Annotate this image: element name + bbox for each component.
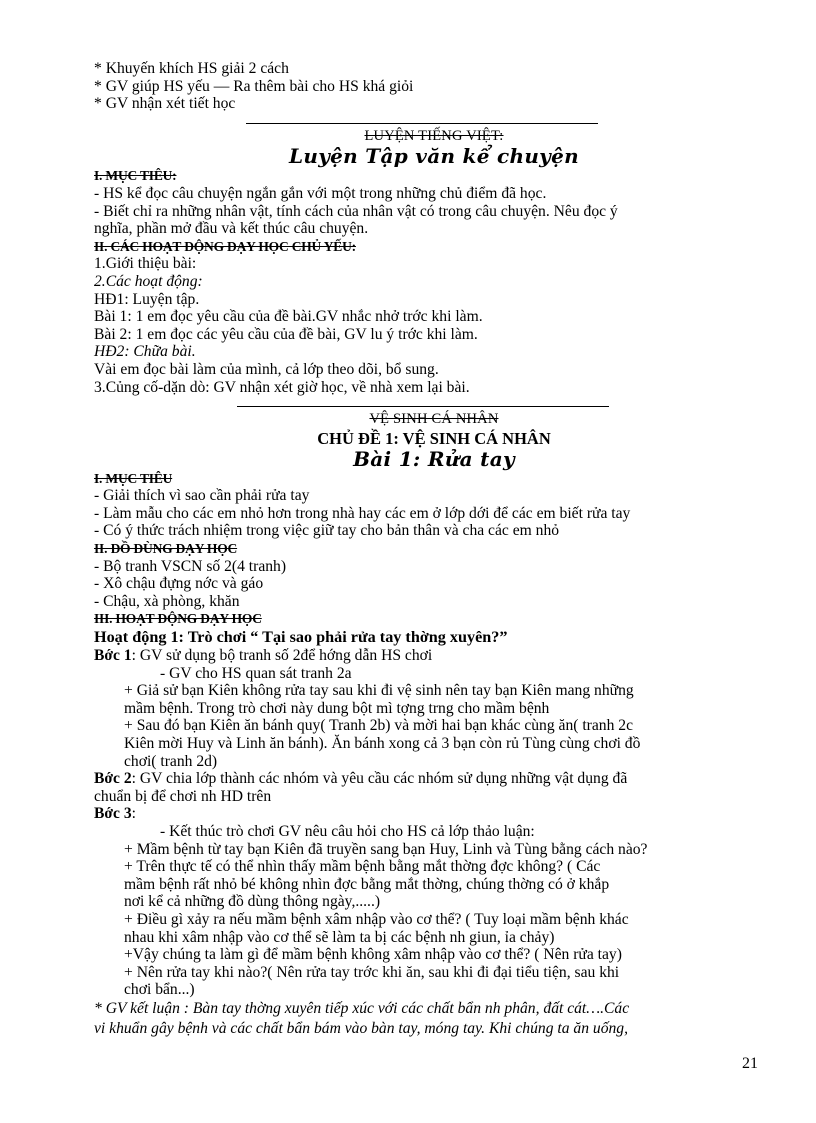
activity-title: Hoạt động 1: Trò chơi “ Tại sao phải rửa tay thờng xuyên?” bbox=[94, 628, 508, 647]
step-line: + Nên rửa tay khi nào?( Nên rửa tay trớc khi ăn, sau khi đi đại tiểu tiện, sau khi bbox=[124, 963, 620, 981]
lesson1-activity-line: Bài 1: 1 em đọc yêu cầu của đề bài.GV nhắc nhở trớc khi làm. bbox=[94, 308, 483, 326]
intro-line: * GV nhận xét tiết học bbox=[94, 95, 236, 113]
lesson1-activity-line: HĐ2: Chữa bài. bbox=[94, 343, 196, 361]
lesson2-section-heading: II. ĐỒ DÙNG DẠY HỌC bbox=[94, 541, 238, 557]
lesson1-activity-line: Vài em đọc bài làm của mình, cả lớp theo dõi, bổ sung. bbox=[94, 360, 439, 378]
lesson1-objective-line: - HS kể đọc câu chuyện ngắn gắn với một trong những chủ điểm đã học. bbox=[94, 184, 547, 202]
lesson1-activity-line: Bài 2: 1 em đọc các yêu cầu của đề bài, GV lu ý trớc khi làm. bbox=[94, 325, 478, 343]
lesson1-objective-line: nghĩa, phần mở đầu và kết thúc câu chuyện. bbox=[94, 220, 369, 238]
lesson2-objective-line: - Làm mẫu cho các em nhỏ hơn trong nhà hay các em ở lớp dới để các em biết rửa tay bbox=[94, 504, 631, 522]
step-label: Bớc 3 bbox=[94, 805, 132, 823]
conclusion-line: vi khuẩn gây bệnh và các chất bẩn bám vào bàn tay, móng tay. Khi chúng ta ăn uống, bbox=[94, 1019, 628, 1037]
lesson1-section-heading: II. CÁC HOẠT ĐỘNG DẠY HỌC CHỦ YẾU: bbox=[94, 238, 356, 254]
lesson1-activity-line: HĐ1: Luyện tập. bbox=[94, 290, 200, 308]
lesson1-subject: LUYỆN TIẾNG VIỆT: bbox=[364, 127, 504, 144]
lesson2-material-line: - Xô chậu đựng nớc và gáo bbox=[94, 575, 264, 593]
step-line: mầm bệnh rất nhỏ bé không nhìn đợc bằng mắt thờng, chúng thờng có ở khắp bbox=[124, 875, 610, 893]
step-line: +Vậy chúng ta làm gì để mầm bệnh không xâm nhập vào cơ thể? ( Nên rửa tay) bbox=[124, 946, 622, 964]
lesson1-section-heading: I. MỤC TIÊU: bbox=[94, 168, 177, 184]
step-line: chuẩn bị để chơi nh HD trên bbox=[94, 787, 272, 805]
lesson2-objective-line: - Có ý thức trách nhiệm trong việc giữ tay cho bản thân và cha các em nhỏ bbox=[94, 522, 560, 540]
lesson2-subject: VỆ SINH CÁ NHÂN bbox=[369, 411, 499, 428]
step-line: + Trên thực tế có thể nhìn thấy mầm bệnh bằng mắt thờng đợc không? ( Các bbox=[124, 858, 601, 876]
divider bbox=[237, 406, 609, 407]
lesson1-title: Luyện Tập văn kể chuyện bbox=[289, 144, 579, 169]
step-line: + Sau đó bạn Kiên ăn bánh quy( Tranh 2b) và mời hai bạn khác cùng ăn( tranh 2c bbox=[124, 717, 633, 735]
lesson2-material-line: - Bộ tranh VSCN số 2(4 tranh) bbox=[94, 557, 287, 575]
step-line: mầm bệnh. Trong trò chơi này dung bột mì tợng trng cho mầm bệnh bbox=[124, 699, 550, 717]
step-line: nơi kể cả những đồ dùng thông ngày,.....) bbox=[124, 893, 381, 911]
lesson1-activity-line: 3.Củng cố-dặn dò: GV nhận xét giờ học, về nhà xem lại bài. bbox=[94, 378, 470, 396]
lesson1-activity-line: 1.Giới thiệu bài: bbox=[94, 255, 197, 273]
step-line: - GV cho HS quan sát tranh 2a bbox=[160, 664, 352, 682]
step-line: Kiên mời Huy và Linh ăn bánh). Ăn bánh xong cả 3 bạn còn rủ Tùng cùng chơi đồ bbox=[124, 735, 641, 752]
step-label: Bớc 2 bbox=[94, 770, 132, 788]
lesson2-title: Bài 1: Rửa tay bbox=[353, 446, 515, 471]
conclusion-line: * GV kết luận : Bàn tay thờng xuyên tiếp xúc với các chất bẩn nh phân, đất cát….Các bbox=[94, 999, 630, 1017]
lesson2-topic: CHỦ ĐỀ 1: VỆ SINH CÁ NHÂN bbox=[317, 428, 551, 448]
lesson1-activity-line: 2.Các hoạt động: bbox=[94, 272, 203, 290]
step-1 bbox=[94, 647, 774, 665]
step-line: + Giả sử bạn Kiên không rửa tay sau khi đi vệ sinh nên tay bạn Kiên mang những bbox=[124, 682, 634, 700]
step-text: : GV chia lớp thành các nhóm và yêu cầu các nhóm sử dụng những vật dụng đã bbox=[131, 770, 628, 788]
lesson2-section-heading: III. HOẠT ĐỘNG DẠY HỌC bbox=[94, 611, 262, 627]
lesson2-objective-line: - Giải thích vì sao cần phải rửa tay bbox=[94, 487, 310, 505]
step-text: : GV sử dụng bộ tranh số 2để hớng dẫn HS chơi bbox=[131, 647, 433, 665]
divider bbox=[246, 123, 598, 124]
step-line: + Điều gì xảy ra nếu mầm bệnh xâm nhập vào cơ thể? ( Tuy loại mầm bệnh khác bbox=[124, 910, 629, 928]
lesson1-objective-line: - Biết chỉ ra những nhân vật, tính cách của nhân vật có trong câu chuyện. Nêu đọc ý bbox=[94, 202, 618, 220]
document-page bbox=[94, 60, 774, 1039]
step-line: chơi bẩn...) bbox=[124, 981, 195, 999]
intro-line: * Khuyến khích HS giải 2 cách bbox=[94, 60, 289, 77]
step-line: - Kết thúc trò chơi GV nêu câu hỏi cho HS cả lớp thảo luận: bbox=[160, 822, 535, 840]
page-number: 21 bbox=[742, 1055, 758, 1072]
lesson2-section-heading: I. MỤC TIÊU bbox=[94, 470, 173, 486]
step-text: : bbox=[131, 805, 136, 823]
step-label: Bớc 1 bbox=[94, 647, 132, 665]
step-line: nhau khi xâm nhập vào cơ thể sẽ làm ta bị các bệnh nh giun, ỉa chảy) bbox=[124, 928, 555, 946]
intro-line: * GV giúp HS yếu — Ra thêm bài cho HS khá giỏi bbox=[94, 77, 414, 95]
step-2 bbox=[94, 770, 774, 788]
step-line: chơi( tranh 2d) bbox=[124, 752, 218, 770]
step-line: + Mầm bệnh từ tay bạn Kiên đã truyền sang bạn Huy, Linh và Tùng bằng cách nào? bbox=[124, 840, 648, 858]
lesson2-material-line: - Chậu, xà phòng, khăn bbox=[94, 592, 240, 610]
step-3 bbox=[94, 805, 774, 823]
